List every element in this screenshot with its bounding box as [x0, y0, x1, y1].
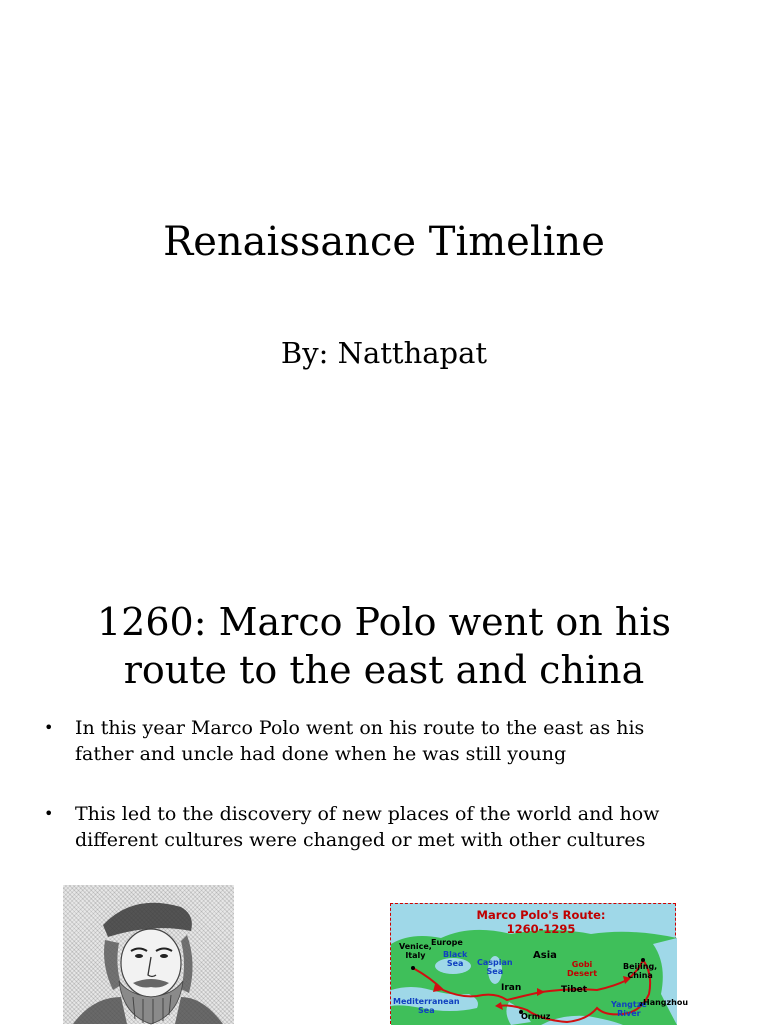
map-label-text: Caspian — [477, 958, 513, 967]
map-label-text: Venice, — [399, 942, 432, 951]
map-label-text: Yangtze — [611, 1000, 647, 1009]
map-label-gobi-desert — [567, 960, 597, 978]
map-label-text: Sea — [418, 1006, 435, 1015]
map-label-black-sea — [443, 950, 467, 968]
map-title — [451, 908, 631, 936]
route-map-image — [390, 903, 689, 1024]
map-title-line2: 1260-1295 — [506, 922, 576, 936]
map-label-text: River — [617, 1009, 641, 1018]
map-label-iran: Iran — [501, 983, 522, 993]
map-label-tibet: Tibet — [561, 985, 588, 995]
map-label-text: Gobi — [571, 960, 593, 969]
map-label-text: Sea — [446, 959, 464, 968]
bullet-item — [40, 801, 730, 853]
portrait-drawing — [63, 885, 234, 1024]
map-label-text: Black — [443, 950, 468, 959]
slide1-title: Renaissance Timeline — [163, 219, 605, 265]
map-label-mediterranean-sea — [393, 997, 460, 1015]
map-label-asia: Asia — [533, 950, 557, 961]
map-label-caspian-sea — [477, 958, 513, 976]
slide1-subtitle: By: Natthapat — [280, 336, 488, 370]
map-label-text: Desert — [567, 969, 598, 978]
bullet-text-line: father and uncle had done when he was still young — [75, 743, 567, 765]
map-label-ormuz: Ormuz — [521, 1012, 551, 1021]
map-label-text: China — [627, 971, 653, 980]
slide2-title-line2: route to the east and china — [123, 648, 645, 692]
bullet-list — [40, 715, 730, 887]
bullet-text-line: different cultures were changed or met with other cultures — [75, 829, 646, 851]
map-label-text: Italy — [405, 951, 426, 960]
slide2-title-line1: 1260: Marco Polo went on his — [97, 600, 671, 644]
map-label-text: Sea — [486, 967, 504, 976]
map-label-text: Mediterranean — [393, 997, 460, 1006]
map-label-text: Beijing, — [623, 962, 658, 971]
bullet-text-line: This led to the discovery of new places of the world and how — [75, 803, 660, 825]
bullet-item — [40, 715, 730, 767]
marco-polo-portrait-image — [63, 885, 234, 1024]
slide2-title — [0, 598, 768, 694]
map-label-beijing — [623, 962, 657, 980]
bullet-text-line: In this year Marco Polo went on his route to the east as his — [75, 717, 645, 739]
bullet-icon: • — [44, 718, 54, 737]
map-label-yangtze-river — [611, 1000, 647, 1018]
map-label-hangzhou: Hangzhou — [643, 998, 689, 1007]
bullet-icon: • — [44, 804, 54, 823]
map-label-venice — [399, 942, 432, 960]
map-title-line1: Marco Polo's Route: — [476, 908, 606, 922]
map-label-europe: Europe — [431, 938, 463, 947]
